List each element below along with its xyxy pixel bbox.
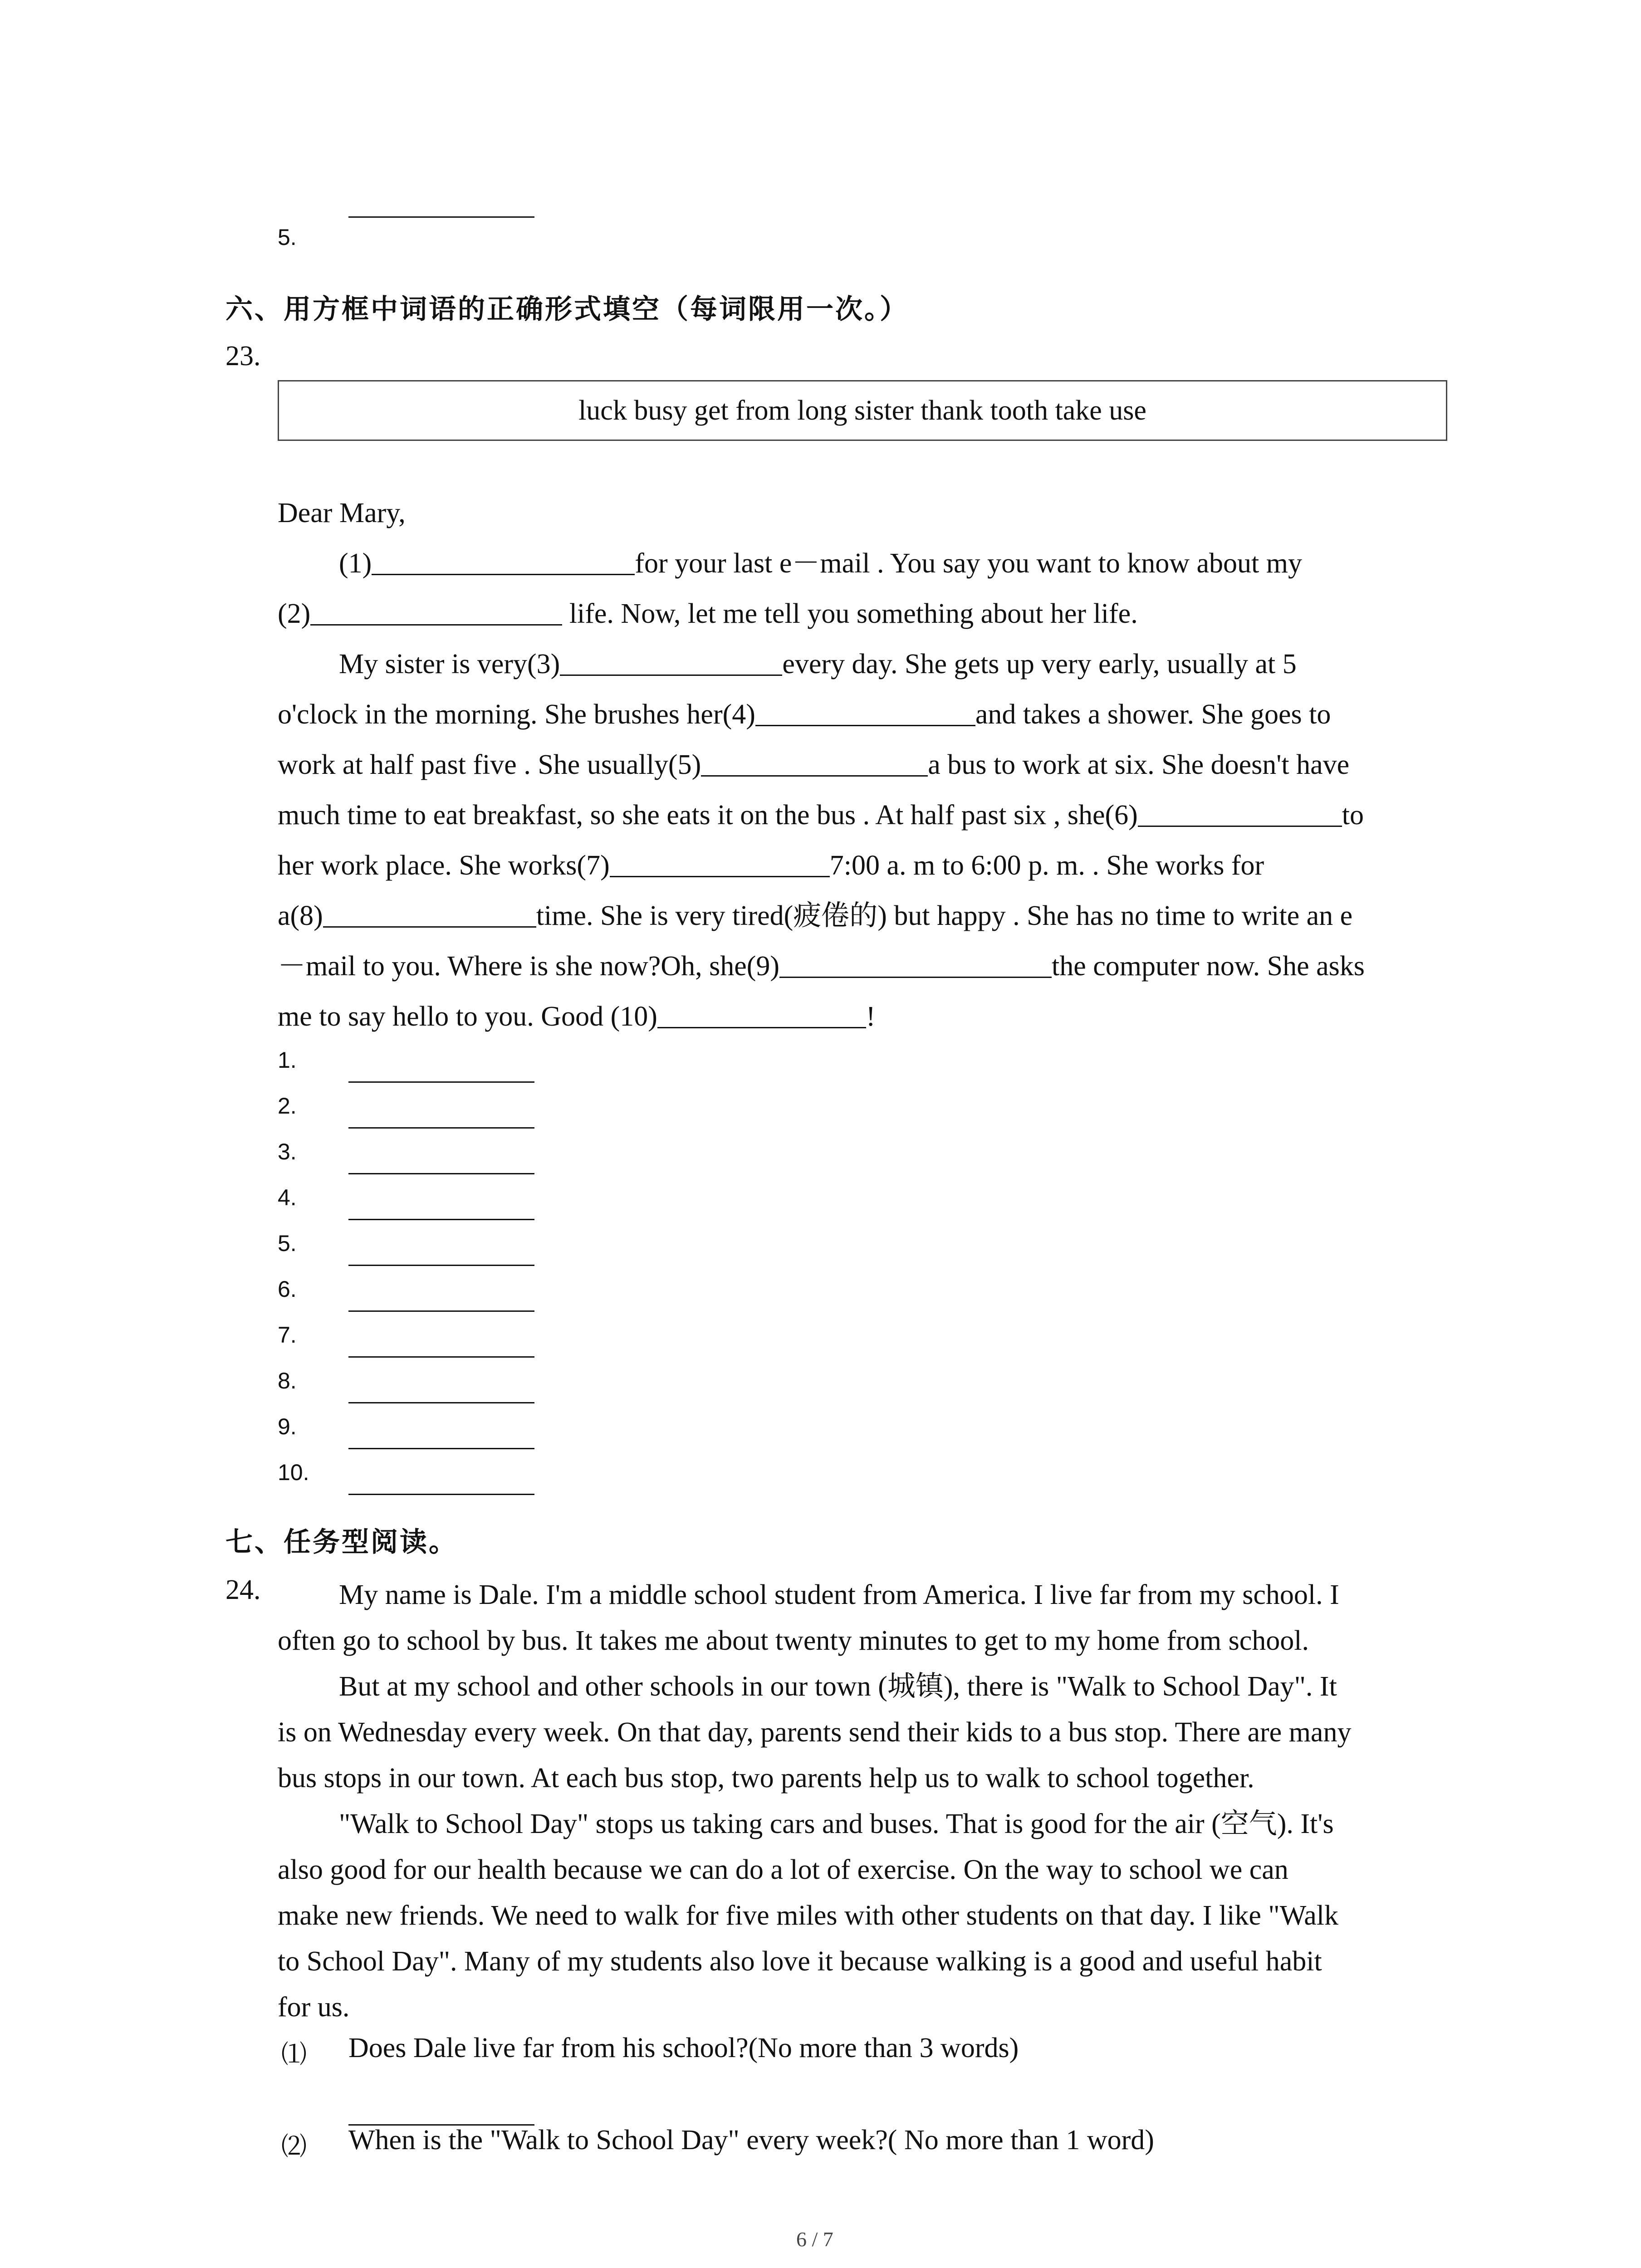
passage-line: But at my school and other schools in our town (城镇), there is "Walk to School Day". It (339, 1671, 1337, 1702)
passage-line: is on Wednesday every week. On that day, parents send their kids to a bus stop. There are many (278, 1717, 1352, 1748)
question-24-number: 24. (225, 1574, 261, 1605)
word-box (278, 380, 1447, 441)
answer-blank-4[interactable] (348, 1219, 534, 1220)
letter-line: －mail to you. Where is she now?Oh, she(9) the computer now. She asks (278, 941, 1453, 992)
question-23-number: 23. (225, 341, 261, 371)
section-6-heading: 六、用方框中词语的正确形式填空（每词限用一次。） (225, 293, 909, 325)
blank-7[interactable] (610, 848, 830, 877)
blank-5[interactable] (701, 747, 928, 777)
blank-1[interactable] (372, 546, 635, 575)
letter-line: (1) for your last e－mail . You say you want to know about my (278, 538, 1453, 589)
answer-number-prev-5: 5. (278, 225, 297, 250)
blank-3[interactable] (560, 646, 782, 676)
answer-number-7: 7. (278, 1322, 297, 1348)
passage-line: for us. (278, 1992, 350, 2023)
letter-line: o'clock in the morning. She brushes her(4) and takes a shower. She goes to (278, 689, 1453, 740)
question-2-number: ⑵ (281, 2132, 307, 2160)
passage-line: bus stops in our town. At each bus stop, two parents help us to walk to school together. (278, 1763, 1254, 1794)
letter-line: a(8) time. She is very tired(疲倦的) but happy . She has no time to write an e (278, 891, 1453, 941)
letter-passage (278, 488, 1453, 1042)
answer-number-9: 9. (278, 1414, 297, 1439)
letter-line: me to say hello to you. Good (10) ! (278, 992, 1453, 1042)
answer-number-10: 10. (278, 1460, 309, 1485)
answer-number-4: 4. (278, 1185, 297, 1210)
answer-blank-7[interactable] (348, 1356, 534, 1358)
question-2-text: When is the "Walk to School Day" every week?( No more than 1 word) (348, 2125, 1154, 2156)
letter-line: her work place. She works(7) 7:00 a. m to 6:00 p. m. . She works for (278, 841, 1453, 891)
passage-line: also good for our health because we can do a lot of exercise. On the way to school we can (278, 1854, 1288, 1885)
letter-line: work at half past five . She usually(5) a bus to work at six. She doesn't have (278, 740, 1453, 790)
blank-6[interactable] (1138, 797, 1342, 827)
blank-9[interactable] (779, 948, 1052, 978)
answer-number-6: 6. (278, 1276, 297, 1302)
letter-greeting: Dear Mary, (278, 498, 406, 528)
letter-line: much time to eat breakfast, so she eats it on the bus . At half past six , she(6) to (278, 790, 1453, 841)
passage-line: My name is Dale. I'm a middle school student from America. I live far from my school. I (339, 1579, 1339, 1610)
answer-blank-5[interactable] (348, 1265, 534, 1266)
passage-line: "Walk to School Day" stops us taking cars and buses. That is good for the air (空气). It's (339, 1809, 1334, 1839)
blank-10[interactable] (657, 999, 866, 1028)
answer-blank-1[interactable] (348, 1081, 534, 1083)
answer-blank-3[interactable] (348, 1173, 534, 1174)
blank-8[interactable] (323, 898, 536, 928)
question-1-number: ⑴ (281, 2040, 307, 2068)
question-1-text: Does Dale live far from his school?(No more than 3 words) (348, 2033, 1019, 2063)
passage-line: make new friends. We need to walk for five miles with other students on that day. I like "Walk (278, 1900, 1338, 1931)
passage-line: often go to school by bus. It takes me about twenty minutes to get to my home from school. (278, 1625, 1309, 1656)
reading-passage (278, 1572, 1457, 2030)
page-number: 6 / 7 (796, 2228, 833, 2251)
answer-number-8: 8. (278, 1368, 297, 1393)
letter-line: My sister is very(3) every day. She gets up very early, usually at 5 (278, 639, 1453, 689)
answer-number-2: 2. (278, 1093, 297, 1119)
letter-line: (2) life. Now, let me tell you something about her life. (278, 589, 1453, 639)
blank-2[interactable] (310, 596, 562, 626)
blank-4[interactable] (755, 697, 975, 726)
answer-blank-9[interactable] (348, 1448, 534, 1449)
answer-number-1: 1. (278, 1047, 297, 1073)
answer-blank-prev-5[interactable] (348, 216, 534, 218)
answer-blank-10[interactable] (348, 1494, 534, 1495)
answer-blank-6[interactable] (348, 1310, 534, 1312)
answer-blank-2[interactable] (348, 1127, 534, 1129)
answer-number-3: 3. (278, 1139, 297, 1164)
answer-blank-8[interactable] (348, 1402, 534, 1403)
word-box-text: luck busy get from long sister thank tooth take use (578, 395, 1146, 426)
answer-number-5: 5. (278, 1231, 297, 1256)
section-7-heading: 七、任务型阅读。 (225, 1526, 458, 1558)
passage-line: to School Day". Many of my students also love it because walking is a good and useful habit (278, 1946, 1322, 1977)
